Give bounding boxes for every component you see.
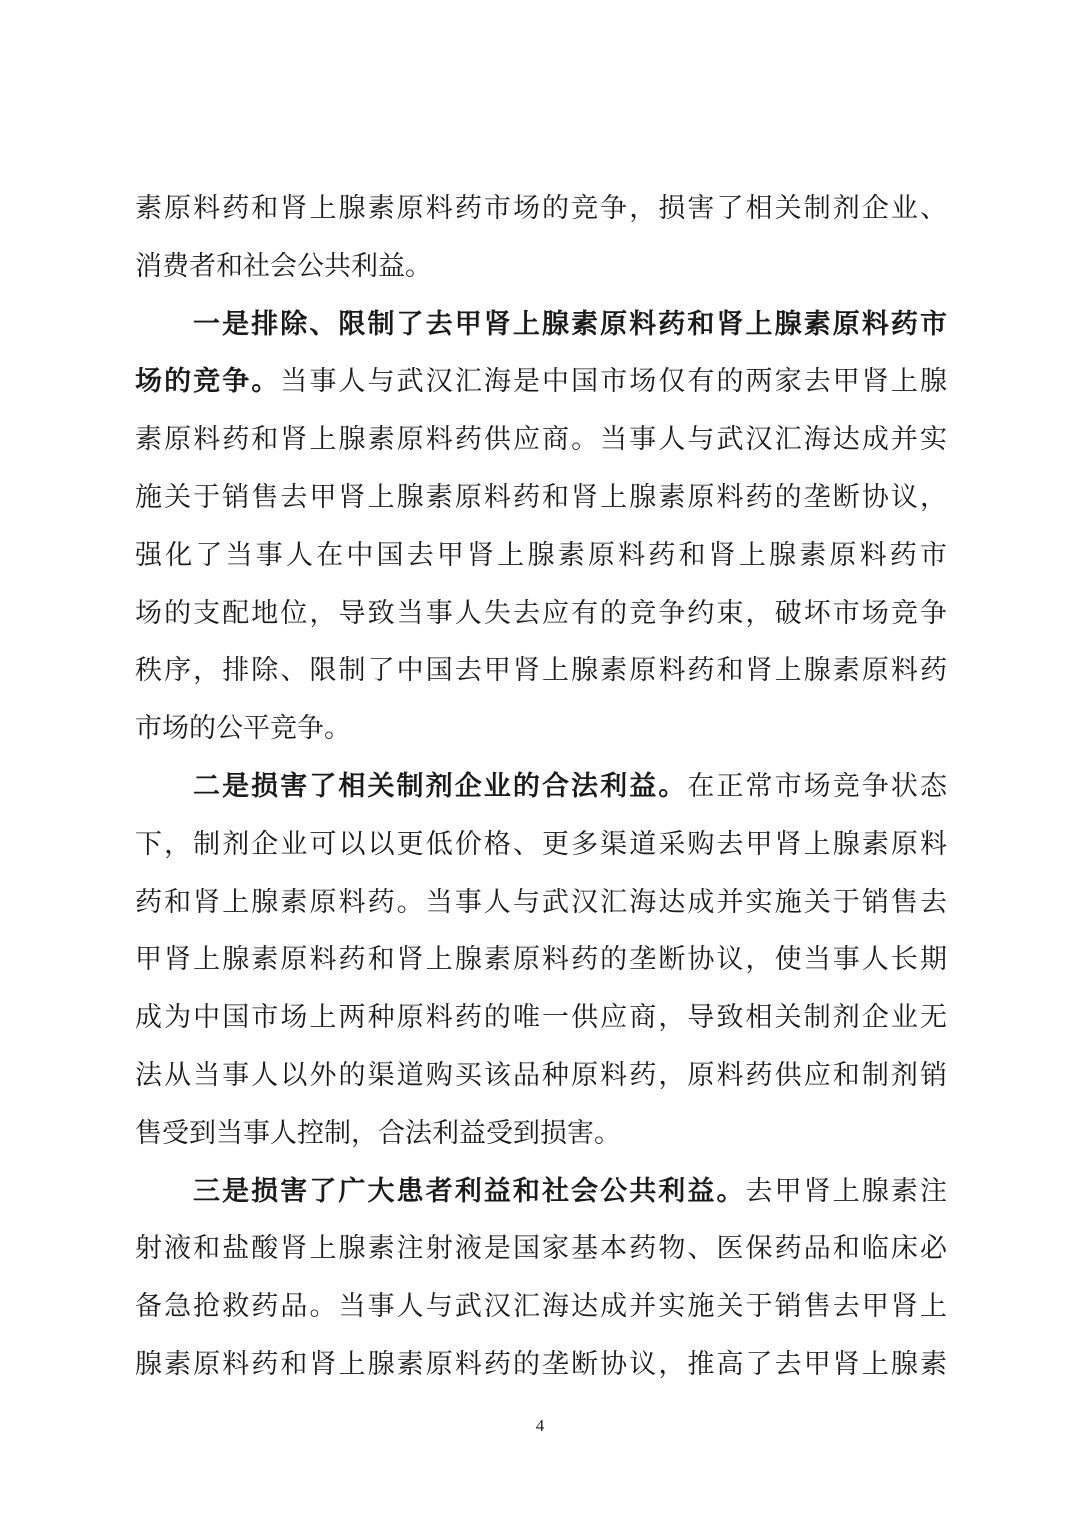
paragraph-heading-line: 一是排除、限制了去甲肾上腺素原料药和肾上腺素原料药市 — [193, 308, 947, 340]
paragraph-line: 强化了当事人在中国去甲肾上腺素原料药和肾上腺素原料药市 — [135, 539, 947, 571]
paragraph-line: 场的支配地位，导致当事人失去应有的竞争约束，破坏市场竞争 — [135, 597, 947, 629]
paragraph-line: 消费者和社会公共利益。 — [135, 250, 432, 282]
document-body — [135, 180, 947, 1394]
paragraph-text: 在正常市场竞争状态 — [687, 770, 947, 802]
paragraph-line: 秩序，排除、限制了中国去甲肾上腺素原料药和肾上腺素原料药 — [135, 655, 947, 687]
paragraph-heading: 二是损害了相关制剂企业的合法利益。 — [193, 770, 688, 802]
page-number: 4 — [535, 1416, 545, 1435]
paragraph-line: 射液和盐酸肾上腺素注射液是国家基本药物、医保药品和临床必 — [135, 1233, 947, 1265]
paragraph-line — [135, 758, 947, 816]
paragraph-line: 下，制剂企业可以以更低价格、更多渠道采购去甲肾上腺素原料 — [135, 828, 947, 860]
paragraph-line: 甲肾上腺素原料药和肾上腺素原料药的垄断协议，使当事人长期 — [135, 944, 947, 976]
paragraph-line: 药和肾上腺素原料药。当事人与武汉汇海达成并实施关于销售去 — [135, 886, 947, 918]
paragraph-line: 售受到当事人控制，合法利益受到损害。 — [135, 1117, 621, 1149]
paragraph-heading: 场的竞争。 — [135, 366, 281, 398]
paragraph-line: 法从当事人以外的渠道购买该品种原料药，原料药供应和制剂销 — [135, 1059, 947, 1091]
paragraph-text: 当事人与武汉汇海是中国市场仅有的两家去甲肾上腺 — [280, 366, 947, 398]
paragraph-text: 去甲肾上腺素注 — [745, 1175, 947, 1207]
paragraph-line: 腺素原料药和肾上腺素原料药的垄断协议，推高了去甲肾上腺素 — [135, 1348, 947, 1380]
paragraph-line: 素原料药和肾上腺素原料药供应商。当事人与武汉汇海达成并实 — [135, 424, 947, 456]
paragraph-line: 施关于销售去甲肾上腺素原料药和肾上腺素原料药的垄断协议， — [135, 481, 947, 513]
paragraph-line: 成为中国市场上两种原料药的唯一供应商，导致相关制剂企业无 — [135, 1002, 947, 1034]
paragraph-line: 备急抢救药品。当事人与武汉汇海达成并实施关于销售去甲肾上 — [135, 1291, 947, 1323]
paragraph-line: 素原料药和肾上腺素原料药市场的竞争，损害了相关制剂企业、 — [135, 193, 947, 224]
paragraph-line — [135, 1163, 947, 1221]
paragraph-heading: 三是损害了广大患者利益和社会公共利益。 — [193, 1175, 746, 1207]
paragraph-line: 市场的公平竞争。 — [135, 713, 351, 745]
paragraph-line — [135, 353, 947, 411]
